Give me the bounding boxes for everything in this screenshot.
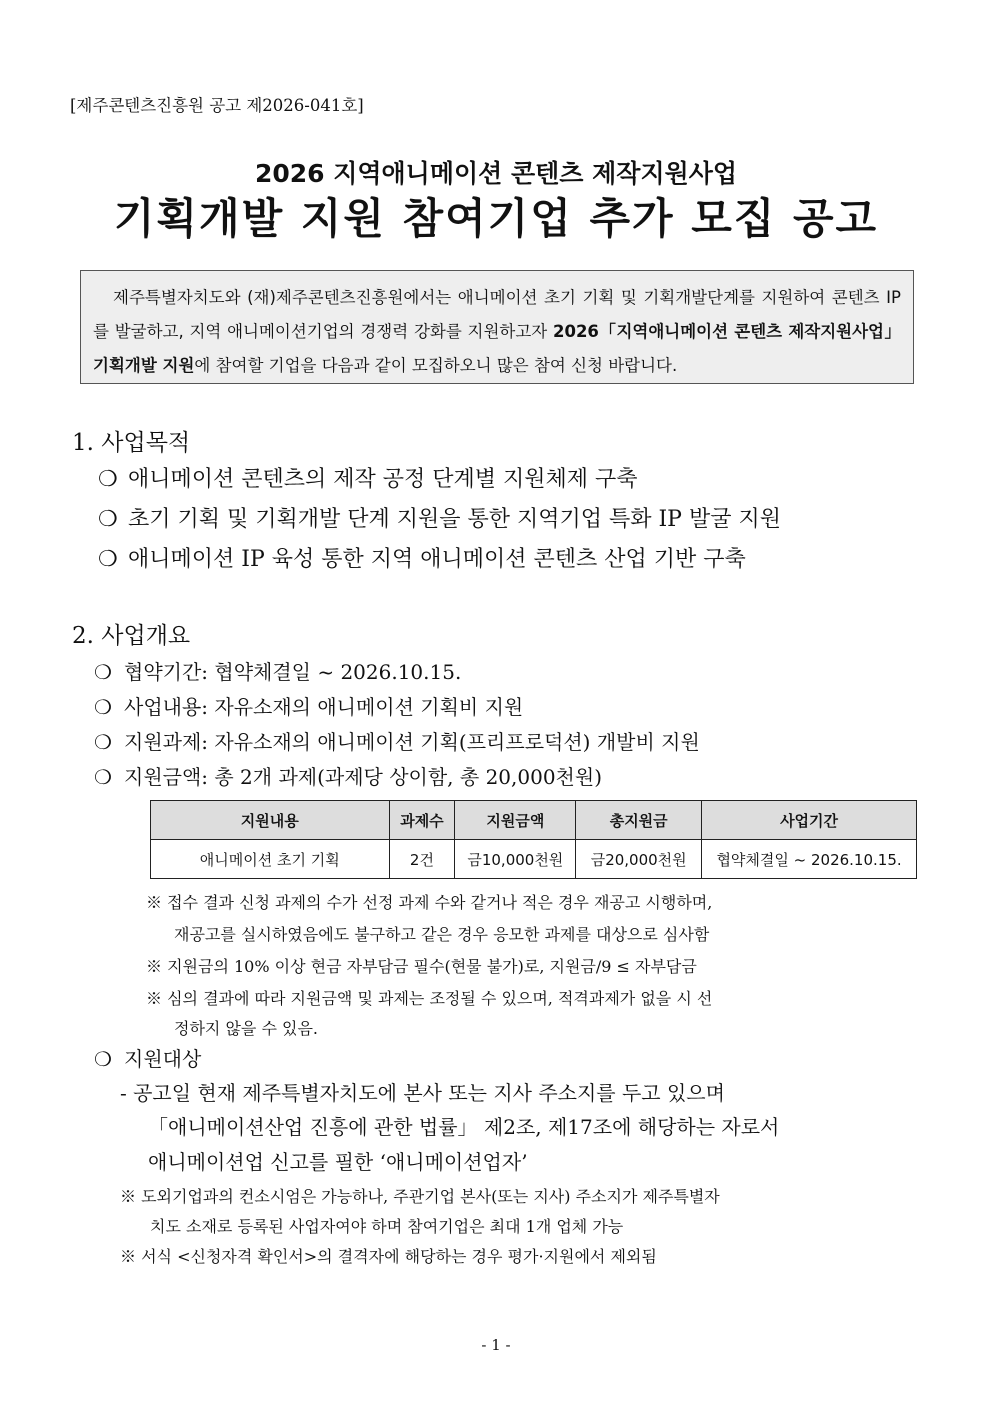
list-item xyxy=(98,502,781,533)
list-item-text: 애니메이션 콘텐츠의 제작 공정 단계별 지원체제 구축 xyxy=(128,467,638,492)
document-title: 기획개발 지원 참여기업 추가 모집 공고 xyxy=(113,194,879,243)
table-header: 사업기간 xyxy=(702,801,917,840)
list-item xyxy=(94,691,523,720)
circle-bullet-icon: ❍ xyxy=(98,467,118,492)
intro-paragraph xyxy=(93,281,901,383)
circle-bullet-icon: ❍ xyxy=(98,547,118,572)
note-line: ※ 심의 결과에 따라 지원금액 및 과제는 조정될 수 있으며, 적격과제가 없을 시 선 xyxy=(146,989,713,1008)
list-item-text: 협약기간: 협약체결일 ~ 2026.10.15. xyxy=(124,660,462,684)
circle-bullet-icon: ❍ xyxy=(94,765,112,789)
target-note: 치도 소재로 등록된 사업자여야 하며 참여기업은 최대 1개 업체 가능 xyxy=(150,1217,624,1236)
circle-bullet-icon: ❍ xyxy=(98,507,118,532)
list-item xyxy=(94,761,602,790)
section2-heading: 2. 사업개요 xyxy=(72,623,191,649)
table-header: 지원내용 xyxy=(151,801,390,840)
intro-bold-text: 2026「지역애니메이션 콘텐츠 제작지원사업」 기획개발 지원 xyxy=(93,322,901,375)
target-line: 「애니메이션산업 진흥에 관한 법률」 제2조, 제17조에 해당하는 자로서 xyxy=(148,1115,780,1139)
table-header: 지원금액 xyxy=(455,801,576,840)
note-line: 정하지 않을 수 있음. xyxy=(174,1019,318,1038)
note-line: ※ 지원금의 10% 이상 현금 자부담금 필수(현물 불가)로, 지원금/9 ≤ 자부담금 xyxy=(146,957,697,976)
table-cell: 2건 xyxy=(389,840,455,879)
list-item-text: 애니메이션 IP 육성 통한 지역 애니메이션 콘텐츠 산업 기반 구축 xyxy=(128,547,746,572)
target-line: 애니메이션업 신고를 필한 ‘애니메이션업자’ xyxy=(148,1150,528,1174)
note-line: ※ 접수 결과 신청 과제의 수가 선정 과제 수와 같거나 적은 경우 재공고 시행하며, xyxy=(146,893,713,912)
list-item xyxy=(94,726,700,755)
list-item-text: 지원과제: 자유소재의 애니메이션 기획(프리프로덕션) 개발비 지원 xyxy=(124,730,700,754)
table-cell: 금10,000천원 xyxy=(455,840,576,879)
table-header: 과제수 xyxy=(389,801,455,840)
list-item-text: 사업내용: 자유소재의 애니메이션 기획비 지원 xyxy=(124,695,524,719)
note-line: 재공고를 실시하였음에도 불구하고 같은 경우 응모한 과제를 대상으로 심사함 xyxy=(174,925,710,944)
list-item-text: 초기 기획 및 기획개발 단계 지원을 통한 지역기업 특화 IP 발굴 지원 xyxy=(128,507,781,532)
target-note: ※ 서식 <신청자격 확인서>의 결격자에 해당하는 경우 평가·지원에서 제외됨 xyxy=(120,1247,657,1266)
table-cell: 애니메이션 초기 기획 xyxy=(151,840,390,879)
support-target-label: 지원대상 xyxy=(124,1047,202,1071)
circle-bullet-icon: ❍ xyxy=(94,695,112,719)
list-item xyxy=(98,542,746,573)
section1-heading: 1. 사업목적 xyxy=(72,430,191,456)
target-line: - 공고일 현재 제주특별자치도에 본사 또는 지사 주소지를 두고 있으며 xyxy=(120,1081,725,1105)
list-item xyxy=(98,462,638,493)
circle-bullet-icon: ❍ xyxy=(94,660,112,684)
table-row xyxy=(151,840,917,879)
notice-number: [제주콘텐츠진흥원 공고 제2026-041호] xyxy=(70,96,364,115)
table-cell: 금20,000천원 xyxy=(576,840,702,879)
intro-text-2: 에 참여할 기업을 다음과 같이 모집하오니 많은 참여 신청 바랍니다. xyxy=(194,356,678,375)
list-item xyxy=(94,656,461,685)
document-subtitle: 2026 지역애니메이션 콘텐츠 제작지원사업 xyxy=(254,159,738,188)
intro-text-1: 제주특별자치도와 (재)제주콘텐츠진흥원에서는 애니메이션 초기 기획 및 기획개발단계를 지원하여 콘텐츠 IP를 발굴하고, 지역 애니메이션기업의 경쟁력 강화를 지원하고자 xyxy=(93,288,901,341)
support-table xyxy=(150,800,917,879)
table-header-row xyxy=(151,801,917,840)
table-cell: 협약체결일 ~ 2026.10.15. xyxy=(702,840,917,879)
circle-bullet-icon: ❍ xyxy=(94,1047,112,1071)
target-note: ※ 도외기업과의 컨소시엄은 가능하나, 주관기업 본사(또는 지사) 주소지가 제주특별자 xyxy=(120,1187,720,1206)
page-number: - 1 - xyxy=(481,1336,511,1354)
list-item-text: 지원금액: 총 2개 과제(과제당 상이함, 총 20,000천원) xyxy=(124,765,602,789)
intro-box xyxy=(80,270,914,384)
support-target-item xyxy=(94,1043,201,1072)
circle-bullet-icon: ❍ xyxy=(94,730,112,754)
table-header: 총지원금 xyxy=(576,801,702,840)
